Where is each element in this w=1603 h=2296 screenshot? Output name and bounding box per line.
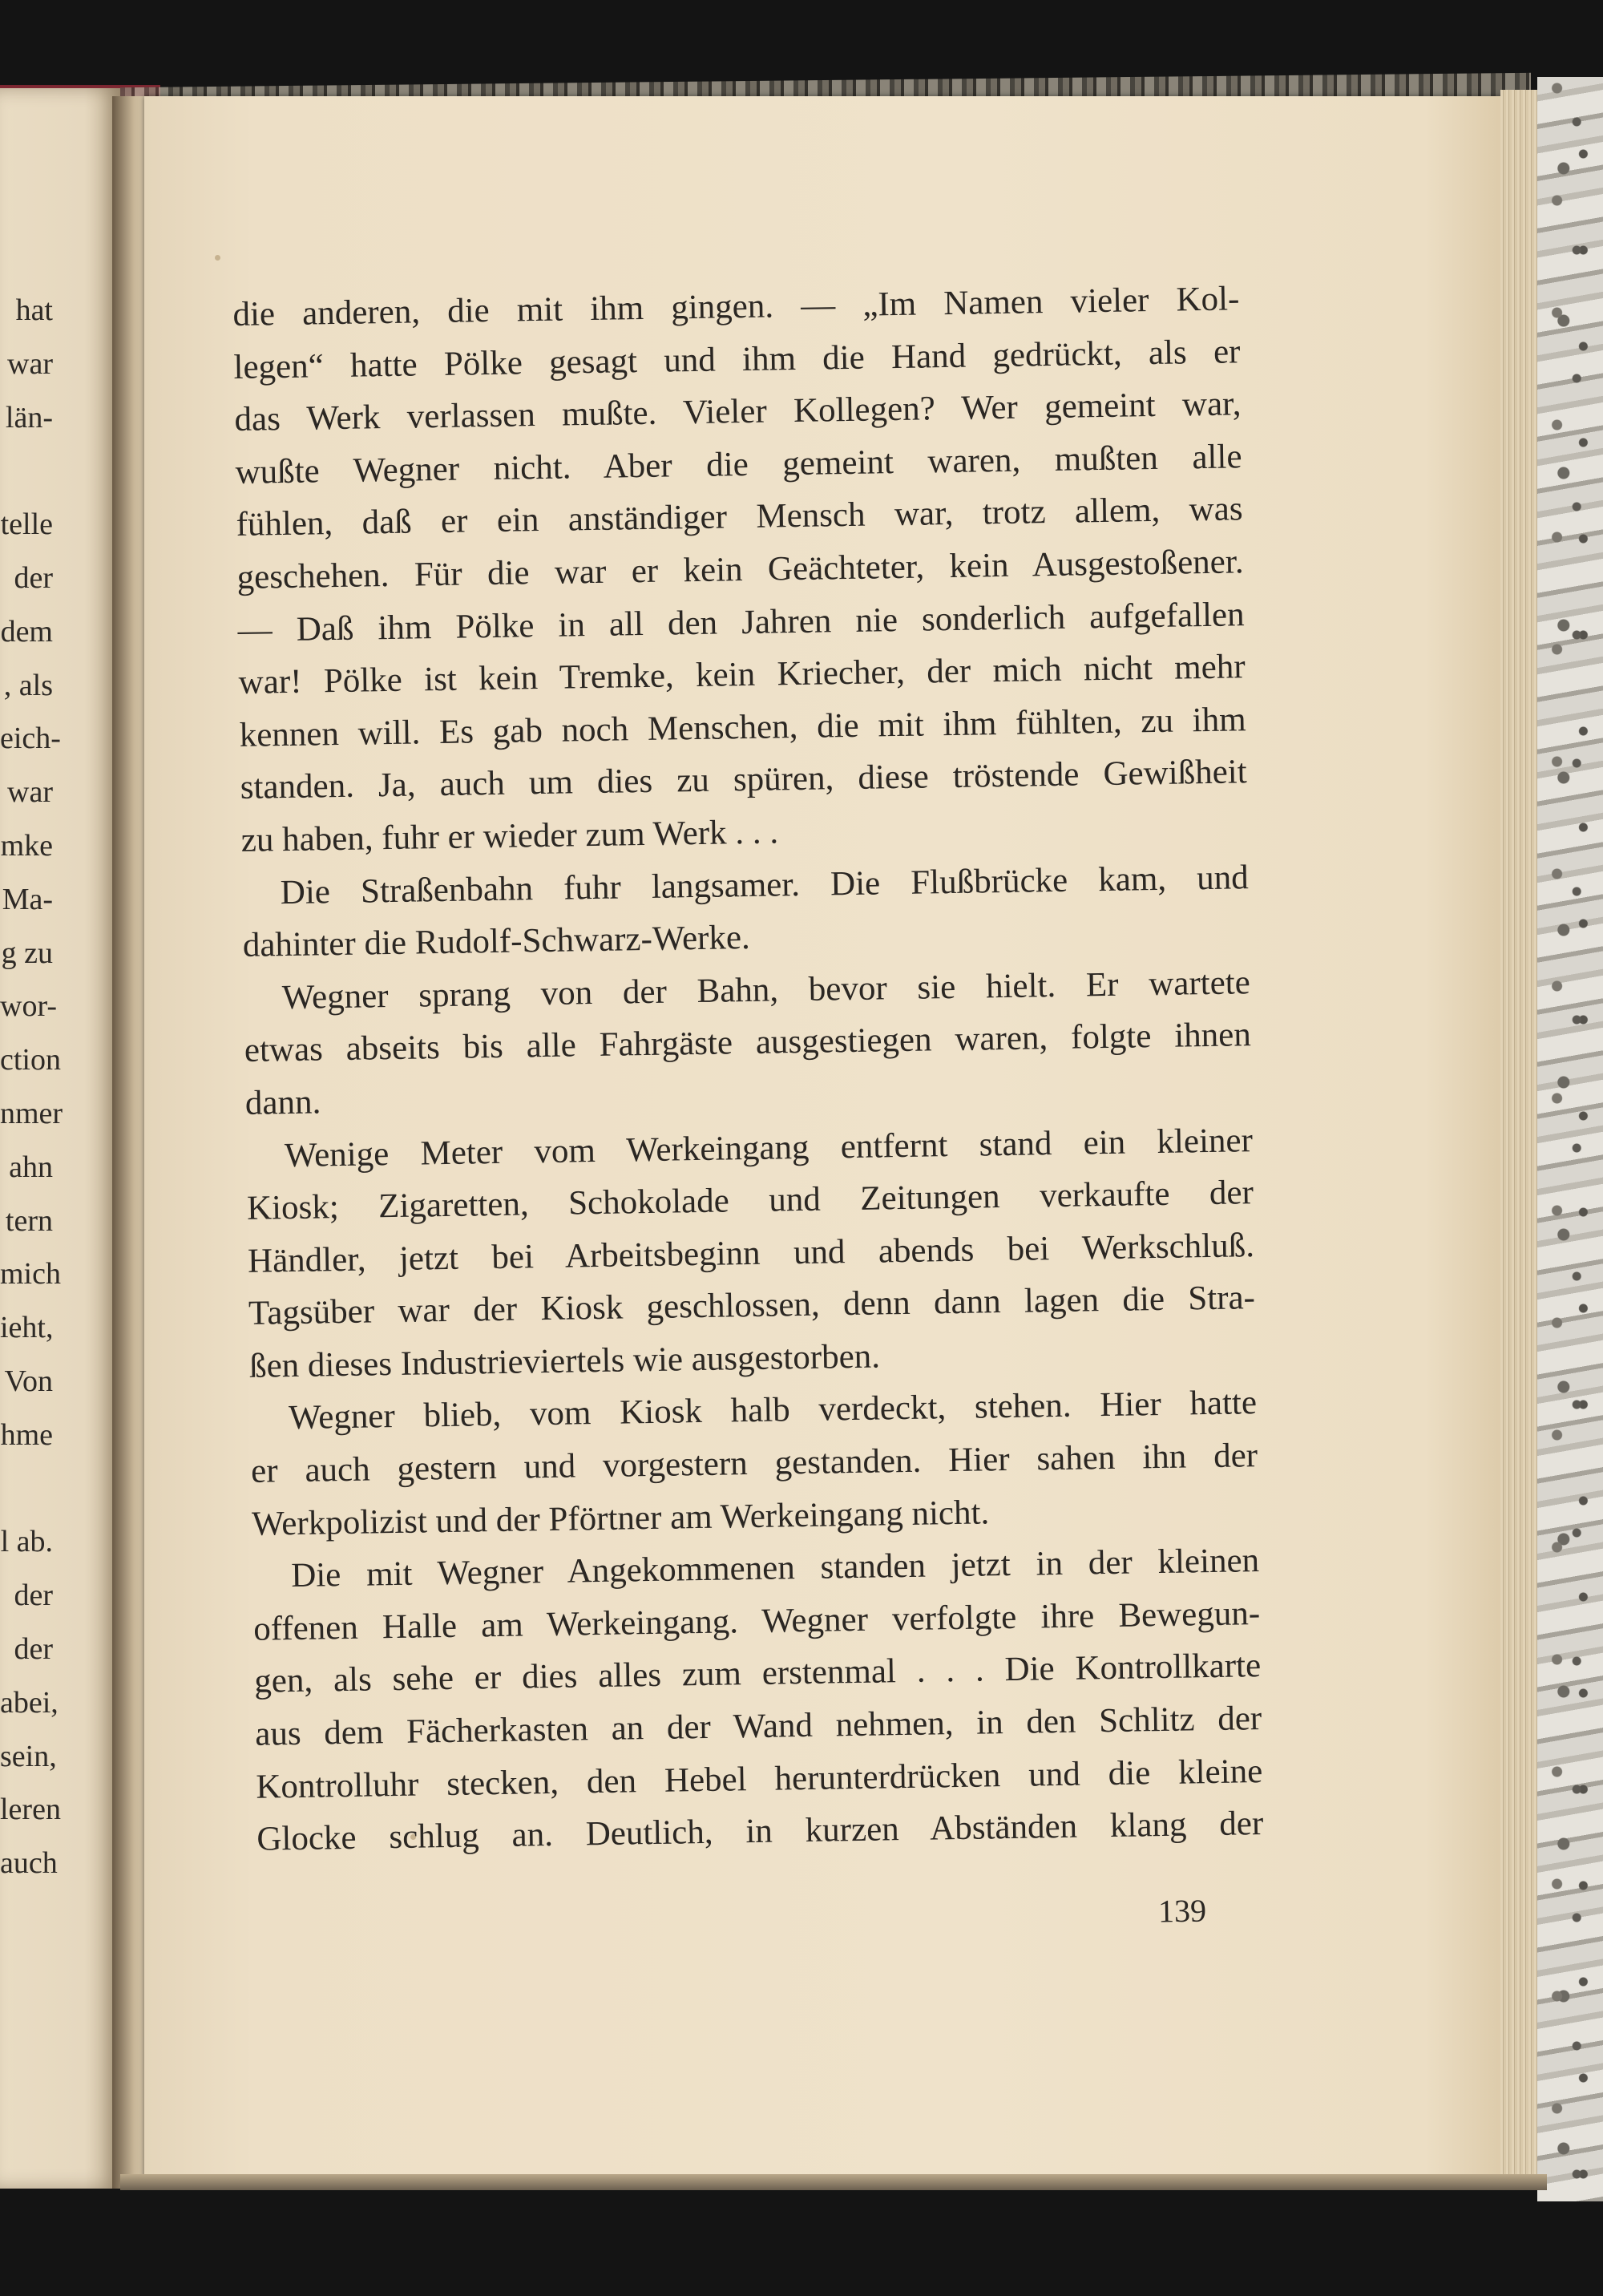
text-line: kennen will. Es gab noch Menschen, die mit ihm fühlten, zu ihm xyxy=(239,700,1246,754)
text-line: standen. Ja, auch um dies zu spüren, diese tröstende Gewißheit xyxy=(240,753,1247,807)
text-line: Wegner sprang von der Bahn, bevor sie hielt. Er wartete xyxy=(281,963,1251,1017)
left-page-line: telle xyxy=(0,507,53,542)
left-page-line: nmer xyxy=(0,1097,63,1130)
left-page-line: sein, xyxy=(0,1739,57,1773)
left-page-line: , als xyxy=(3,668,53,702)
text-line: Händler, jetzt bei Arbeitsbeginn und abends bei Werkschluß. xyxy=(247,1226,1255,1280)
left-page-line: län- xyxy=(5,400,53,435)
text-line: — Daß ihm Pölke in all den Jahren nie sonderlich aufgefallen xyxy=(237,595,1245,649)
left-page-line: der xyxy=(14,1632,53,1666)
text-line: aus dem Fächerkasten an der Wand nehmen, in den Schlitz der xyxy=(254,1700,1262,1753)
text-line: Tagsüber war der Kiosk geschlossen, denn dann lagen die Stra- xyxy=(248,1279,1256,1333)
left-page-line: g zu xyxy=(1,936,53,970)
text-line: das Werk verlassen mußte. Vieler Kollegen? Wer gemeint war, xyxy=(234,385,1242,439)
left-page-line: leren xyxy=(0,1793,61,1827)
left-page-line: tern xyxy=(5,1203,53,1238)
left-page-line: auch xyxy=(0,1846,58,1881)
text-line: offenen Halle am Werkeingang. Wegner verfolgte ihre Bewegun- xyxy=(252,1594,1261,1648)
text-line: Wenige Meter vom Werkeingang entfernt stand ein kleiner xyxy=(284,1121,1254,1174)
text-line: geschehen. Für die war er kein Geächteter, kein Ausgestoßener. xyxy=(236,543,1244,596)
left-page-line: l ab. xyxy=(0,1525,53,1559)
left-page-line: eich- xyxy=(0,722,61,756)
text-line: dahinter die Rudolf-Schwarz-Werke. xyxy=(242,919,751,965)
text-line: fühlen, daß er ein anständiger Mensch war, trotz allem, was xyxy=(236,490,1243,544)
book-bottom-edge xyxy=(120,2174,1547,2190)
left-page-line: abei, xyxy=(0,1685,59,1720)
left-page-line: mke xyxy=(0,829,53,863)
left-page-line: der xyxy=(14,561,53,595)
text-line: dann. xyxy=(244,1083,321,1122)
text-line: war! Pölke ist kein Tremke, kein Kriecher, der mich nicht mehr xyxy=(238,648,1246,702)
text-line: Wegner blieb, vom Kiosk halb verdeckt, stehen. Hier hatte xyxy=(288,1384,1258,1437)
left-page-line: ahn xyxy=(9,1150,53,1184)
left-page-line: war xyxy=(7,346,53,381)
text-line: Glocke schlug an. Deutlich, in kurzen Abständen klang der xyxy=(256,1805,1264,1858)
text-line: Kontrolluhr stecken, den Hebel herunterdrücken und die kleine xyxy=(255,1752,1263,1806)
text-line: Die Straßenbahn fuhr langsamer. Die Flußbrücke kam, und xyxy=(280,858,1250,912)
marbled-cover xyxy=(1537,77,1603,2201)
text-line: wußte Wegner nicht. Aber die gemeint waren, mußten alle xyxy=(235,438,1242,491)
paper-speck xyxy=(215,255,220,261)
left-page-line: wor- xyxy=(0,989,57,1024)
text-line: legen“ hatte Pölke gesagt und ihm die Hand gedrückt, als er xyxy=(233,332,1241,386)
left-page-line: hme xyxy=(0,1417,53,1452)
text-line: Die mit Wegner Angekommenen standen jetzt in der kleinen xyxy=(290,1542,1260,1595)
left-page-line: Von xyxy=(4,1364,53,1398)
page-number: 139 xyxy=(1157,1892,1207,1930)
left-page-line: ieht, xyxy=(0,1311,54,1345)
text-line: Kiosk; Zigaretten, Schokolade und Zeitungen verkaufte der xyxy=(246,1174,1254,1227)
left-page-line: Ma- xyxy=(2,882,53,916)
text-line: gen, als sehe er dies alles zum erstenmal . . . Die Kontrollkarte xyxy=(253,1647,1262,1701)
body-text xyxy=(232,273,1264,1866)
text-line: zu haben, fuhr er wieder zum Werk . . . xyxy=(240,813,779,859)
text-line: ßen dieses Industrieviertels wie ausgestorben. xyxy=(248,1337,881,1385)
text-line: die anderen, die mit ihm gingen. — „Im Namen vieler Kol- xyxy=(232,280,1240,333)
left-page-line: mich xyxy=(0,1257,61,1292)
text-line: etwas abseits bis alle Fahrgäste ausgestiegen waren, folgte ihnen xyxy=(244,1016,1252,1070)
left-page-line: ction xyxy=(0,1043,61,1077)
left-page-line: war xyxy=(7,775,53,810)
page-edges xyxy=(1500,90,1542,2184)
text-line: Werkpolizist und der Pförtner am Werkeingang nicht. xyxy=(251,1494,990,1543)
text-line: er auch gestern und vorgestern gestanden. Hier sahen ihn der xyxy=(250,1437,1258,1490)
left-page-line: hat xyxy=(15,293,53,327)
left-page-line: der xyxy=(14,1578,53,1613)
left-page xyxy=(0,88,120,2189)
left-page-line: dem xyxy=(0,614,53,649)
